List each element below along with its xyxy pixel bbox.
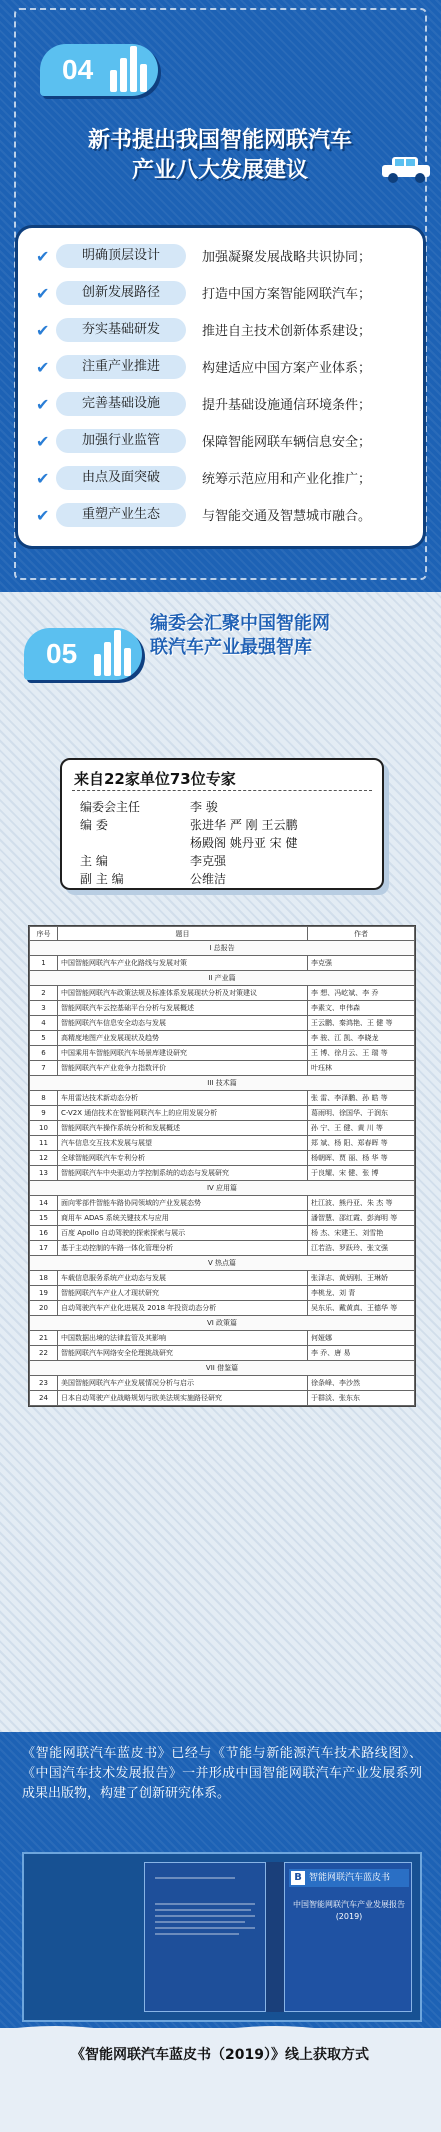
- row-author: 王云鹏、秦鸿艳、王 健 等: [308, 1016, 415, 1031]
- row-author: 张泽志、黄炳刚、王琳娇: [308, 1271, 415, 1286]
- table-row: [30, 1391, 415, 1406]
- row-author: 郑 斌、杨 阳、郑春晖 等: [308, 1136, 415, 1151]
- row-index: 17: [30, 1241, 58, 1256]
- row-title: 车载信息服务系统产业动态与发展: [58, 1271, 308, 1286]
- row-title: 面向零部件智能车路协同领域的产业发展态势: [58, 1196, 308, 1211]
- table-row: [30, 1121, 415, 1136]
- suggestion-label: 创新发展路径: [56, 281, 186, 305]
- section5-title: [150, 612, 430, 660]
- book-back-cover: [144, 1862, 266, 2012]
- book-front-cover: [284, 1862, 412, 2012]
- editor-role: 主 编: [80, 854, 108, 868]
- table-row: [30, 1166, 415, 1181]
- row-author: 于良耀、宋 健、张 博: [308, 1166, 415, 1181]
- row-index: 7: [30, 1061, 58, 1076]
- part-row: [30, 1076, 415, 1091]
- row-author: 孙 宁、王 健、黄 川 等: [308, 1121, 415, 1136]
- row-index: 6: [30, 1046, 58, 1061]
- badge-number: 05: [46, 638, 78, 669]
- table-row: [30, 1331, 415, 1346]
- row-title: 智能网联汽车网络安全伦理挑战研究: [58, 1346, 308, 1361]
- intro-paragraph: 《智能网联汽车蓝皮书》已经与《节能与新能源汽车技术路线图》、《中国汽车技术发展报告》一并形成中国智能网联汽车产业发展系列成果出版物，构建了创新研究体系。: [22, 1746, 422, 1801]
- table-header-row: [30, 927, 415, 941]
- row-author: 潘智慧、邵红霞、彭海明 等: [308, 1211, 415, 1226]
- section-publication: [0, 1732, 441, 2132]
- list-item: [30, 353, 415, 381]
- part-title: VII 借鉴篇: [30, 1361, 415, 1376]
- row-title: 百度 Apollo 自动驾驶的探索探索与展示: [58, 1226, 308, 1241]
- part-title: VI 政策篇: [30, 1316, 415, 1331]
- part-title: I 总报告: [30, 941, 415, 956]
- part-row: [30, 1181, 415, 1196]
- editor-role: 编委会主任: [80, 800, 141, 814]
- row-index: 16: [30, 1226, 58, 1241]
- row-index: 8: [30, 1091, 58, 1106]
- row-author: 杜江波、熊丹亚、朱 杰 等: [308, 1196, 415, 1211]
- row-title: 中国智能网联汽车产业化路线与发展对策: [58, 956, 308, 971]
- suggestion-desc: 保障智能网联车辆信息安全；: [202, 435, 372, 450]
- editor-row: [80, 798, 380, 816]
- row-title: 汽车信息交互技术发展与展望: [58, 1136, 308, 1151]
- suggestion-desc: 统筹示范应用和产业化推广；: [202, 472, 372, 487]
- table-row: [30, 1376, 415, 1391]
- table-row: [30, 1226, 415, 1241]
- table-row: [30, 1211, 415, 1226]
- editor-names: 张进华 严 刚 王云鹏: [190, 818, 298, 832]
- section-05: [0, 592, 441, 1732]
- table-row: [30, 1031, 415, 1046]
- suggestion-label: 明确顶层设计: [56, 244, 186, 268]
- list-item: [30, 316, 415, 344]
- list-item: [30, 501, 415, 529]
- table-row: [30, 1271, 415, 1286]
- list-item: [30, 464, 415, 492]
- table-row: [30, 1151, 415, 1166]
- check-icon: ✔: [36, 469, 50, 488]
- row-index: 20: [30, 1301, 58, 1316]
- row-author: 李素文、申伟森: [308, 1001, 415, 1016]
- part-title: III 技术篇: [30, 1076, 415, 1091]
- row-index: 3: [30, 1001, 58, 1016]
- part-row: [30, 1256, 415, 1271]
- row-author: 何娅娜: [308, 1331, 415, 1346]
- table-row: [30, 986, 415, 1001]
- row-title: 智能网联汽车中央驱动力学控制系统的动态与发展研究: [58, 1166, 308, 1181]
- book-spine: [266, 1862, 284, 2012]
- bar-chart-icon: [110, 38, 150, 92]
- row-index: 15: [30, 1211, 58, 1226]
- row-title: 中国智能网联汽车政策法规及标准体系发展现状分析及对策建议: [58, 986, 308, 1001]
- row-index: 18: [30, 1271, 58, 1286]
- table-row: [30, 956, 415, 971]
- row-index: 23: [30, 1376, 58, 1391]
- row-index: 12: [30, 1151, 58, 1166]
- editor-role: 副 主 编: [80, 872, 124, 886]
- row-author: 李 骏、江 凯、李晓龙: [308, 1031, 415, 1046]
- table-row: [30, 1241, 415, 1256]
- check-icon: ✔: [36, 358, 50, 377]
- header-title: 题目: [58, 927, 308, 941]
- check-icon: ✔: [36, 395, 50, 414]
- row-author: 徐条峰、李沙然: [308, 1376, 415, 1391]
- row-index: 2: [30, 986, 58, 1001]
- row-index: 10: [30, 1121, 58, 1136]
- row-title: C-V2X 通信技术在智能网联汽车上的应用发展分析: [58, 1106, 308, 1121]
- row-title: 智能网联汽车产业竞争力指数评价: [58, 1061, 308, 1076]
- suggestion-label: 由点及面突破: [56, 466, 186, 490]
- title-line-1: 新书提出我国智能网联汽车: [87, 128, 352, 153]
- editor-row: [80, 852, 380, 870]
- table-row: [30, 1346, 415, 1361]
- book-logo-icon: B: [291, 1871, 305, 1885]
- row-index: 11: [30, 1136, 58, 1151]
- check-icon: ✔: [36, 506, 50, 525]
- acquire-heading: 《智能网联汽车蓝皮书（2019）》线上获取方式: [71, 2047, 369, 2063]
- row-index: 4: [30, 1016, 58, 1031]
- suggestion-desc: 构建适应中国方案产业体系；: [202, 361, 372, 376]
- section-badge-05: [24, 622, 144, 684]
- title-line-1: 编委会汇聚中国智能网: [150, 613, 330, 634]
- row-author: 杨朝晖、贾 丽、杨 华 等: [308, 1151, 415, 1166]
- book-image: [22, 1852, 422, 2022]
- table-row: [30, 1136, 415, 1151]
- editor-card: [60, 758, 384, 890]
- row-author: 叶珏林: [308, 1061, 415, 1076]
- table-row: [30, 1301, 415, 1316]
- suggestion-desc: 推进自主技术创新体系建设；: [202, 324, 372, 339]
- row-title: 全球智能网联汽车专利分析: [58, 1151, 308, 1166]
- part-title: IV 应用篇: [30, 1181, 415, 1196]
- car-icon: [378, 155, 434, 185]
- table-row: [30, 1001, 415, 1016]
- title-line-2: 联汽车产业最强智库: [150, 637, 312, 658]
- table-row: [30, 1016, 415, 1031]
- part-row: [30, 941, 415, 956]
- editor-names: 杨殿阁 姚丹亚 宋 健: [190, 836, 298, 850]
- list-item: [30, 390, 415, 418]
- table-row: [30, 1091, 415, 1106]
- book-brand: 智能网联汽车蓝皮书: [289, 1869, 409, 1887]
- suggestion-label: 注重产业推进: [56, 355, 186, 379]
- row-title: 高精度地图产业发展现状及趋势: [58, 1031, 308, 1046]
- suggestion-list: [18, 228, 423, 546]
- row-title: 车用雷达技术新动态分析: [58, 1091, 308, 1106]
- row-title: 智能网联汽车产业人才现状研究: [58, 1286, 308, 1301]
- part-title: V 热点篇: [30, 1256, 415, 1271]
- part-row: [30, 1316, 415, 1331]
- suggestion-desc: 加强凝聚发展战略共识协同；: [202, 250, 372, 265]
- editor-row: [80, 834, 380, 852]
- table-row: [30, 1196, 415, 1211]
- editor-names: 李 骏: [190, 800, 218, 814]
- suggestion-label: 完善基础设施: [56, 392, 186, 416]
- row-title: 中国乘用车智能网联汽车场景库建设研究: [58, 1046, 308, 1061]
- book-title: 中国智能网联汽车产业发展报告 (2019): [293, 1900, 405, 1921]
- row-index: 14: [30, 1196, 58, 1211]
- list-item: [30, 242, 415, 270]
- row-title: 日本自动驾驶产业战略规划与欧美法规实施路径研究: [58, 1391, 308, 1406]
- row-title: 自动驾驶汽车产业化进展及 2018 年投资动态分析: [58, 1301, 308, 1316]
- editor-row: [80, 816, 380, 834]
- contents-table: [28, 925, 416, 1407]
- suggestion-desc: 与智能交通及智慧城市融合。: [202, 509, 372, 524]
- row-index: 1: [30, 956, 58, 971]
- row-author: 杨 杰、宋建王、刘雪艳: [308, 1226, 415, 1241]
- row-author: 吴东乐、戴黄真、王德华 等: [308, 1301, 415, 1316]
- row-author: 葛雨明、徐国华、于润东: [308, 1106, 415, 1121]
- row-index: 13: [30, 1166, 58, 1181]
- editor-role: 编 委: [80, 818, 108, 832]
- row-author: 李桃龙、刘 青: [308, 1286, 415, 1301]
- title-line-2: 产业八大发展建议: [131, 158, 308, 183]
- list-item: [30, 427, 415, 455]
- section-badge-04: [40, 38, 160, 100]
- row-index: 5: [30, 1031, 58, 1046]
- row-author: 王 博、徐月云、王 瑞 等: [308, 1046, 415, 1061]
- suggestion-label: 重塑产业生态: [56, 503, 186, 527]
- row-title: 智能网联汽车操作系统分析和发展概述: [58, 1121, 308, 1136]
- list-item: [30, 279, 415, 307]
- row-title: 智能网联汽车信息安全动态与发展: [58, 1016, 308, 1031]
- row-title: 美国智能网联汽车产业发展情况分析与启示: [58, 1376, 308, 1391]
- row-title: 基于主动控制的车路一体化管理分析: [58, 1241, 308, 1256]
- part-row: [30, 971, 415, 986]
- divider: [72, 790, 372, 791]
- suggestion-label: 夯实基础研发: [56, 318, 186, 342]
- row-title: 中国数据出境的法律监管及其影响: [58, 1331, 308, 1346]
- row-index: 24: [30, 1391, 58, 1406]
- section4-title: [30, 126, 410, 186]
- row-author: 李 想、冯屹斌、李 乔: [308, 986, 415, 1001]
- table-row: [30, 1061, 415, 1076]
- part-row: [30, 1361, 415, 1376]
- header-index: 序号: [30, 927, 58, 941]
- check-icon: ✔: [36, 284, 50, 303]
- suggestion-desc: 打造中国方案智能网联汽车；: [202, 287, 372, 302]
- row-title: 智能网联汽车云控基础平台分析与发展概述: [58, 1001, 308, 1016]
- editor-names: 李克强: [190, 854, 227, 868]
- row-title: 商用车 ADAS 系统关键技术与应用: [58, 1211, 308, 1226]
- bar-chart-icon: [94, 622, 134, 676]
- row-author: 李克强: [308, 956, 415, 971]
- suggestion-desc: 提升基础设施通信环境条件；: [202, 398, 372, 413]
- editor-row: [80, 870, 380, 888]
- row-index: 9: [30, 1106, 58, 1121]
- table-row: [30, 1046, 415, 1061]
- row-index: 22: [30, 1346, 58, 1361]
- editor-names: 公维洁: [190, 872, 227, 886]
- card-heading: 来自22家单位73位专家: [74, 770, 236, 788]
- row-author: 于群淡、张东东: [308, 1391, 415, 1406]
- part-title: II 产业篇: [30, 971, 415, 986]
- row-author: 张 雷、李泽鹏、孙 皓 等: [308, 1091, 415, 1106]
- header-author: 作者: [308, 927, 415, 941]
- check-icon: ✔: [36, 432, 50, 451]
- table-row: [30, 1106, 415, 1121]
- badge-number: 04: [62, 54, 94, 85]
- row-author: 江若浩、罗跃玲、张文强: [308, 1241, 415, 1256]
- row-index: 21: [30, 1331, 58, 1346]
- section-04: [0, 0, 441, 592]
- table-row: [30, 1286, 415, 1301]
- check-icon: ✔: [36, 247, 50, 266]
- row-index: 19: [30, 1286, 58, 1301]
- row-author: 李 乔、唐 易: [308, 1346, 415, 1361]
- check-icon: ✔: [36, 321, 50, 340]
- suggestion-label: 加强行业监管: [56, 429, 186, 453]
